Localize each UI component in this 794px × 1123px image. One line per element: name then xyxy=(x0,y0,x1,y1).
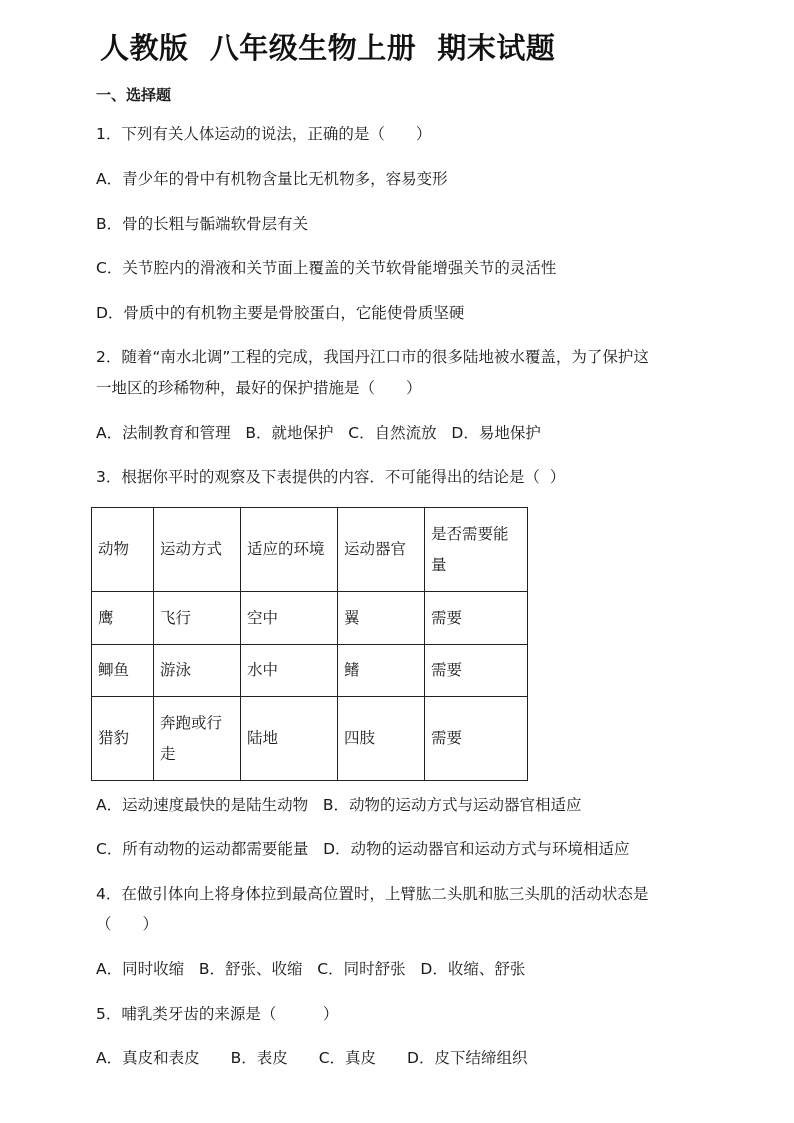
q5-stem: 5．哺乳类牙齿的来源是（ ） xyxy=(96,1005,339,1023)
table-cell: 陆地 xyxy=(241,697,338,781)
table-cell: 翼 xyxy=(338,592,425,645)
table-cell: 奔跑或行走 xyxy=(154,697,241,781)
page-title: 人教版 八年级生物上册 期末试题 xyxy=(100,31,556,65)
table-cell: 猎豹 xyxy=(92,697,154,781)
q1-option-c: C．关节腔内的滑液和关节面上覆盖的关节软骨能增强关节的灵活性 xyxy=(96,259,557,277)
q4-stem-line2: （ ） xyxy=(96,915,159,933)
table-cell: 空中 xyxy=(241,592,338,645)
table-cell: 鲫鱼 xyxy=(92,645,154,697)
q1-stem: 1．下列有关人体运动的说法，正确的是（ ） xyxy=(96,125,432,143)
q3-options-line2: C．所有动物的运动都需要能量 D．动物的运动器官和运动方式与环境相适应 xyxy=(96,840,630,858)
section-heading: 一、选择题 xyxy=(96,86,172,104)
animal-movement-table xyxy=(91,507,528,781)
table-row xyxy=(92,645,528,697)
table-cell: 需要 xyxy=(425,645,528,697)
q2-options: A．法制教育和管理 B．就地保护 C．自然流放 D．易地保护 xyxy=(96,424,541,442)
table-row xyxy=(92,697,528,781)
table-cell: 四肢 xyxy=(338,697,425,781)
q5-options: A．真皮和表皮 B．表皮 C．真皮 D．皮下结缔组织 xyxy=(96,1049,528,1067)
table-cell: 需要 xyxy=(425,697,528,781)
table-header-cell: 是否需要能量 xyxy=(425,508,528,592)
q2-stem-line1: 2．随着“南水北调”工程的完成，我国丹江口市的很多陆地被水覆盖，为了保护这 xyxy=(96,348,649,366)
q3-options-line1: A．运动速度最快的是陆生动物 B．动物的运动方式与运动器官相适应 xyxy=(96,796,582,814)
table-row xyxy=(92,592,528,645)
table-header-row xyxy=(92,508,528,592)
table-header-cell: 运动方式 xyxy=(154,508,241,592)
q3-stem: 3．根据你平时的观察及下表提供的内容．不可能得出的结论是（ ） xyxy=(96,468,566,486)
q1-option-b: B．骨的长粗与骺端软骨层有关 xyxy=(96,215,309,233)
table-cell: 鹰 xyxy=(92,592,154,645)
table-cell: 鳍 xyxy=(338,645,425,697)
q4-options: A．同时收缩 B．舒张、收缩 C．同时舒张 D．收缩、舒张 xyxy=(96,960,526,978)
table-cell: 水中 xyxy=(241,645,338,697)
q1-option-a: A．青少年的骨中有机物含量比无机物多，容易变形 xyxy=(96,170,448,188)
q1-option-d: D．骨质中的有机物主要是骨胶蛋白，它能使骨质坚硬 xyxy=(96,304,465,322)
table-header-cell: 运动器官 xyxy=(338,508,425,592)
table-cell: 飞行 xyxy=(154,592,241,645)
table-header-cell: 适应的环境 xyxy=(241,508,338,592)
table-cell: 游泳 xyxy=(154,645,241,697)
q4-stem-line1: 4．在做引体向上将身体拉到最高位置时，上臂肱二头肌和肱三头肌的活动状态是 xyxy=(96,885,649,903)
table-header-cell: 动物 xyxy=(92,508,154,592)
q2-stem-line2: 一地区的珍稀物种，最好的保护措施是（ ） xyxy=(96,379,422,397)
table-cell: 需要 xyxy=(425,592,528,645)
